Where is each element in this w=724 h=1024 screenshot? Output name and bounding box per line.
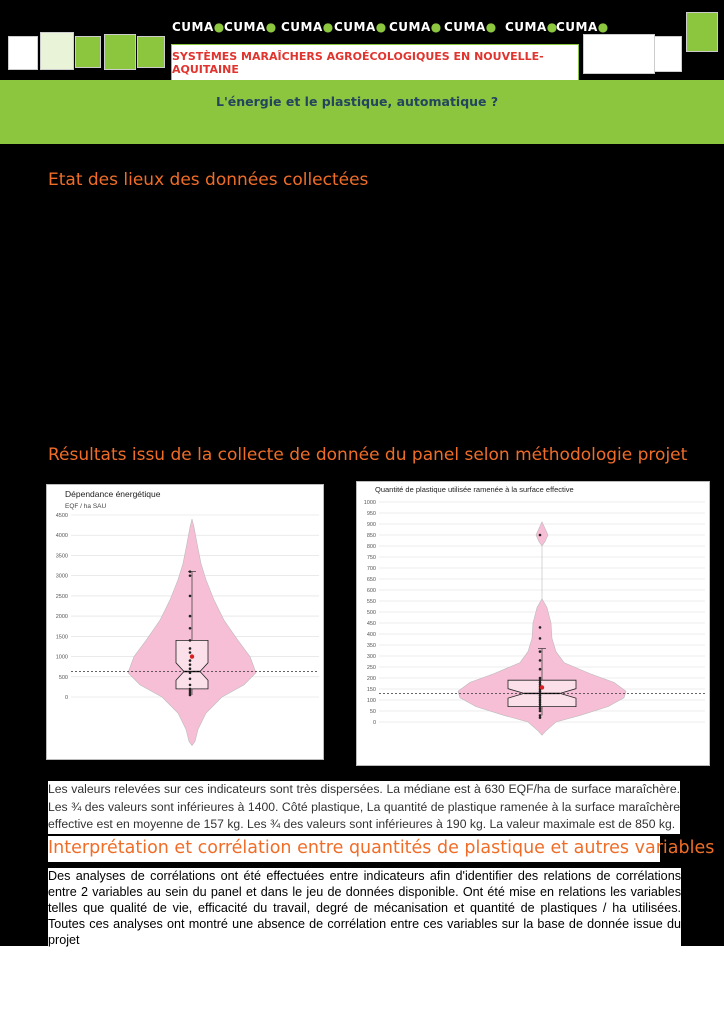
y-tick-label: 3000 — [55, 573, 68, 580]
y-tick-label: 500 — [58, 674, 68, 681]
y-tick-label: 800 — [366, 544, 376, 550]
cuma-logo: CUMA● — [281, 20, 334, 34]
data-point — [539, 714, 542, 717]
mean-point — [190, 654, 194, 658]
y-tick-label: 950 — [366, 511, 376, 517]
data-point — [189, 595, 192, 598]
data-point — [539, 637, 542, 640]
cuma-logo: CUMA● — [334, 20, 387, 34]
data-point — [189, 627, 192, 630]
data-point — [539, 677, 542, 680]
correlation-text: Des analyses de corrélations ont été effectuées entre indicateurs afin d'identifier des relations de corrélations entre 2 variables au sein du panel et dans le jeu de données disponible. Ont été mise en relations les variables telles que qualité de vie, efficacité du travail, degré de mécanisation et quantité de plastiques / ha utilisées. Toutes ces analyses ont montré une absence de corrélation entre ces variables sur la base de donnée issue du projet — [48, 869, 681, 947]
chart-energy-dependency — [46, 484, 324, 760]
chart1-title: Dépendance énergétique — [65, 489, 161, 499]
y-tick-label: 600 — [366, 588, 376, 594]
y-tick-label: 0 — [372, 720, 376, 726]
y-tick-label: 2000 — [55, 614, 68, 621]
y-tick-label: 700 — [366, 566, 376, 572]
partner-logo — [40, 32, 74, 70]
y-tick-label: 750 — [366, 555, 376, 561]
data-point — [189, 639, 192, 642]
document-subtitle: L'énergie et le plastique, automatique ? — [216, 94, 499, 109]
partner-logo — [8, 36, 38, 70]
y-tick-label: 500 — [366, 610, 376, 616]
results-paragraph: Les valeurs relevées sur ces indicateurs sont très dispersées. La médiane est à 630 EQF/ha de surface maraîchère. Les ¾ des valeurs sont inférieures à 1400. Côté plastique, La quantité de plastique ramenée à la surface maraîchère effective est en moyenne de 157 kg. Les ¾ des valeurs sont inférieures à 190 kg. La valeur maximale est de 850 kg. — [48, 781, 680, 834]
civam-logo — [137, 36, 165, 68]
y-tick-label: 3500 — [55, 553, 68, 560]
y-tick-label: 1500 — [55, 634, 68, 641]
y-tick-label: 350 — [366, 643, 376, 649]
cuma-logo: CUMA● — [505, 20, 558, 34]
data-point — [189, 688, 192, 691]
subtitle-band — [0, 80, 724, 144]
y-tick-label: 150 — [366, 687, 376, 693]
data-point — [189, 574, 192, 577]
y-tick-label: 50 — [369, 709, 376, 715]
y-tick-label: 550 — [366, 599, 376, 605]
cuma-logo: CUMA● — [444, 20, 497, 34]
y-tick-label: 400 — [366, 632, 376, 638]
cuma-logo: CUMA● — [172, 20, 225, 34]
data-point — [189, 615, 192, 618]
section-heading-etat: Etat des lieux des données collectées — [48, 170, 369, 190]
data-point — [189, 671, 192, 674]
document-title-box — [171, 44, 579, 82]
data-point — [539, 626, 542, 629]
civam-logo — [104, 34, 136, 70]
civam-logo — [75, 36, 101, 68]
y-tick-label: 900 — [366, 522, 376, 528]
cuma-logo: CUMA● — [224, 20, 277, 34]
y-tick-label: 250 — [366, 665, 376, 671]
data-point — [189, 659, 192, 662]
y-tick-label: 4000 — [55, 533, 68, 540]
data-point — [189, 663, 192, 666]
section-heading-interpretation: Interprétation et corrélation entre quantités de plastique et autres variables — [48, 838, 715, 858]
y-tick-label: 300 — [366, 654, 376, 660]
y-tick-label: 0 — [64, 695, 68, 701]
data-point — [189, 651, 192, 654]
section-heading-box — [48, 836, 715, 862]
document-title: SYSTÈMES MARAÎCHERS AGROÉCOLOGIQUES EN NOUVELLE-AQUITAINE — [172, 50, 544, 76]
data-point — [539, 650, 542, 653]
partner-logo — [654, 36, 682, 72]
y-tick-label: 100 — [366, 698, 376, 704]
y-tick-label: 1000 — [363, 500, 376, 506]
data-point — [539, 534, 542, 537]
correlation-paragraph — [48, 868, 681, 948]
chart-plastic-quantity — [356, 481, 710, 766]
partner-logo — [686, 12, 718, 52]
y-tick-label: 1000 — [55, 654, 68, 661]
y-tick-label: 650 — [366, 577, 376, 583]
data-point — [189, 667, 192, 670]
chart-plastic-svg — [357, 482, 709, 765]
data-point — [189, 570, 192, 573]
partner-logo — [583, 34, 655, 74]
data-point — [189, 684, 192, 687]
data-point — [539, 668, 542, 671]
cuma-logo: CUMA● — [556, 20, 609, 34]
data-point — [539, 659, 542, 662]
mean-point — [540, 685, 544, 689]
y-tick-label: 850 — [366, 533, 376, 539]
section-heading-resultats: Résultats issu de la collecte de donnée du panel selon méthodologie projet — [48, 445, 688, 465]
chart2-title: Quantité de plastique utilisée ramenée à la surface effective — [375, 485, 574, 494]
chart1-ylabel: EQF / ha SAU — [65, 503, 107, 510]
y-tick-label: 450 — [366, 621, 376, 627]
y-tick-label: 2500 — [55, 593, 68, 600]
notched-box — [176, 640, 208, 689]
data-point — [189, 678, 192, 681]
cuma-logo: CUMA● — [389, 20, 442, 34]
y-tick-label: 4500 — [55, 513, 68, 519]
y-tick-label: 200 — [366, 676, 376, 682]
chart-energy-svg — [47, 485, 323, 759]
data-point — [189, 647, 192, 650]
